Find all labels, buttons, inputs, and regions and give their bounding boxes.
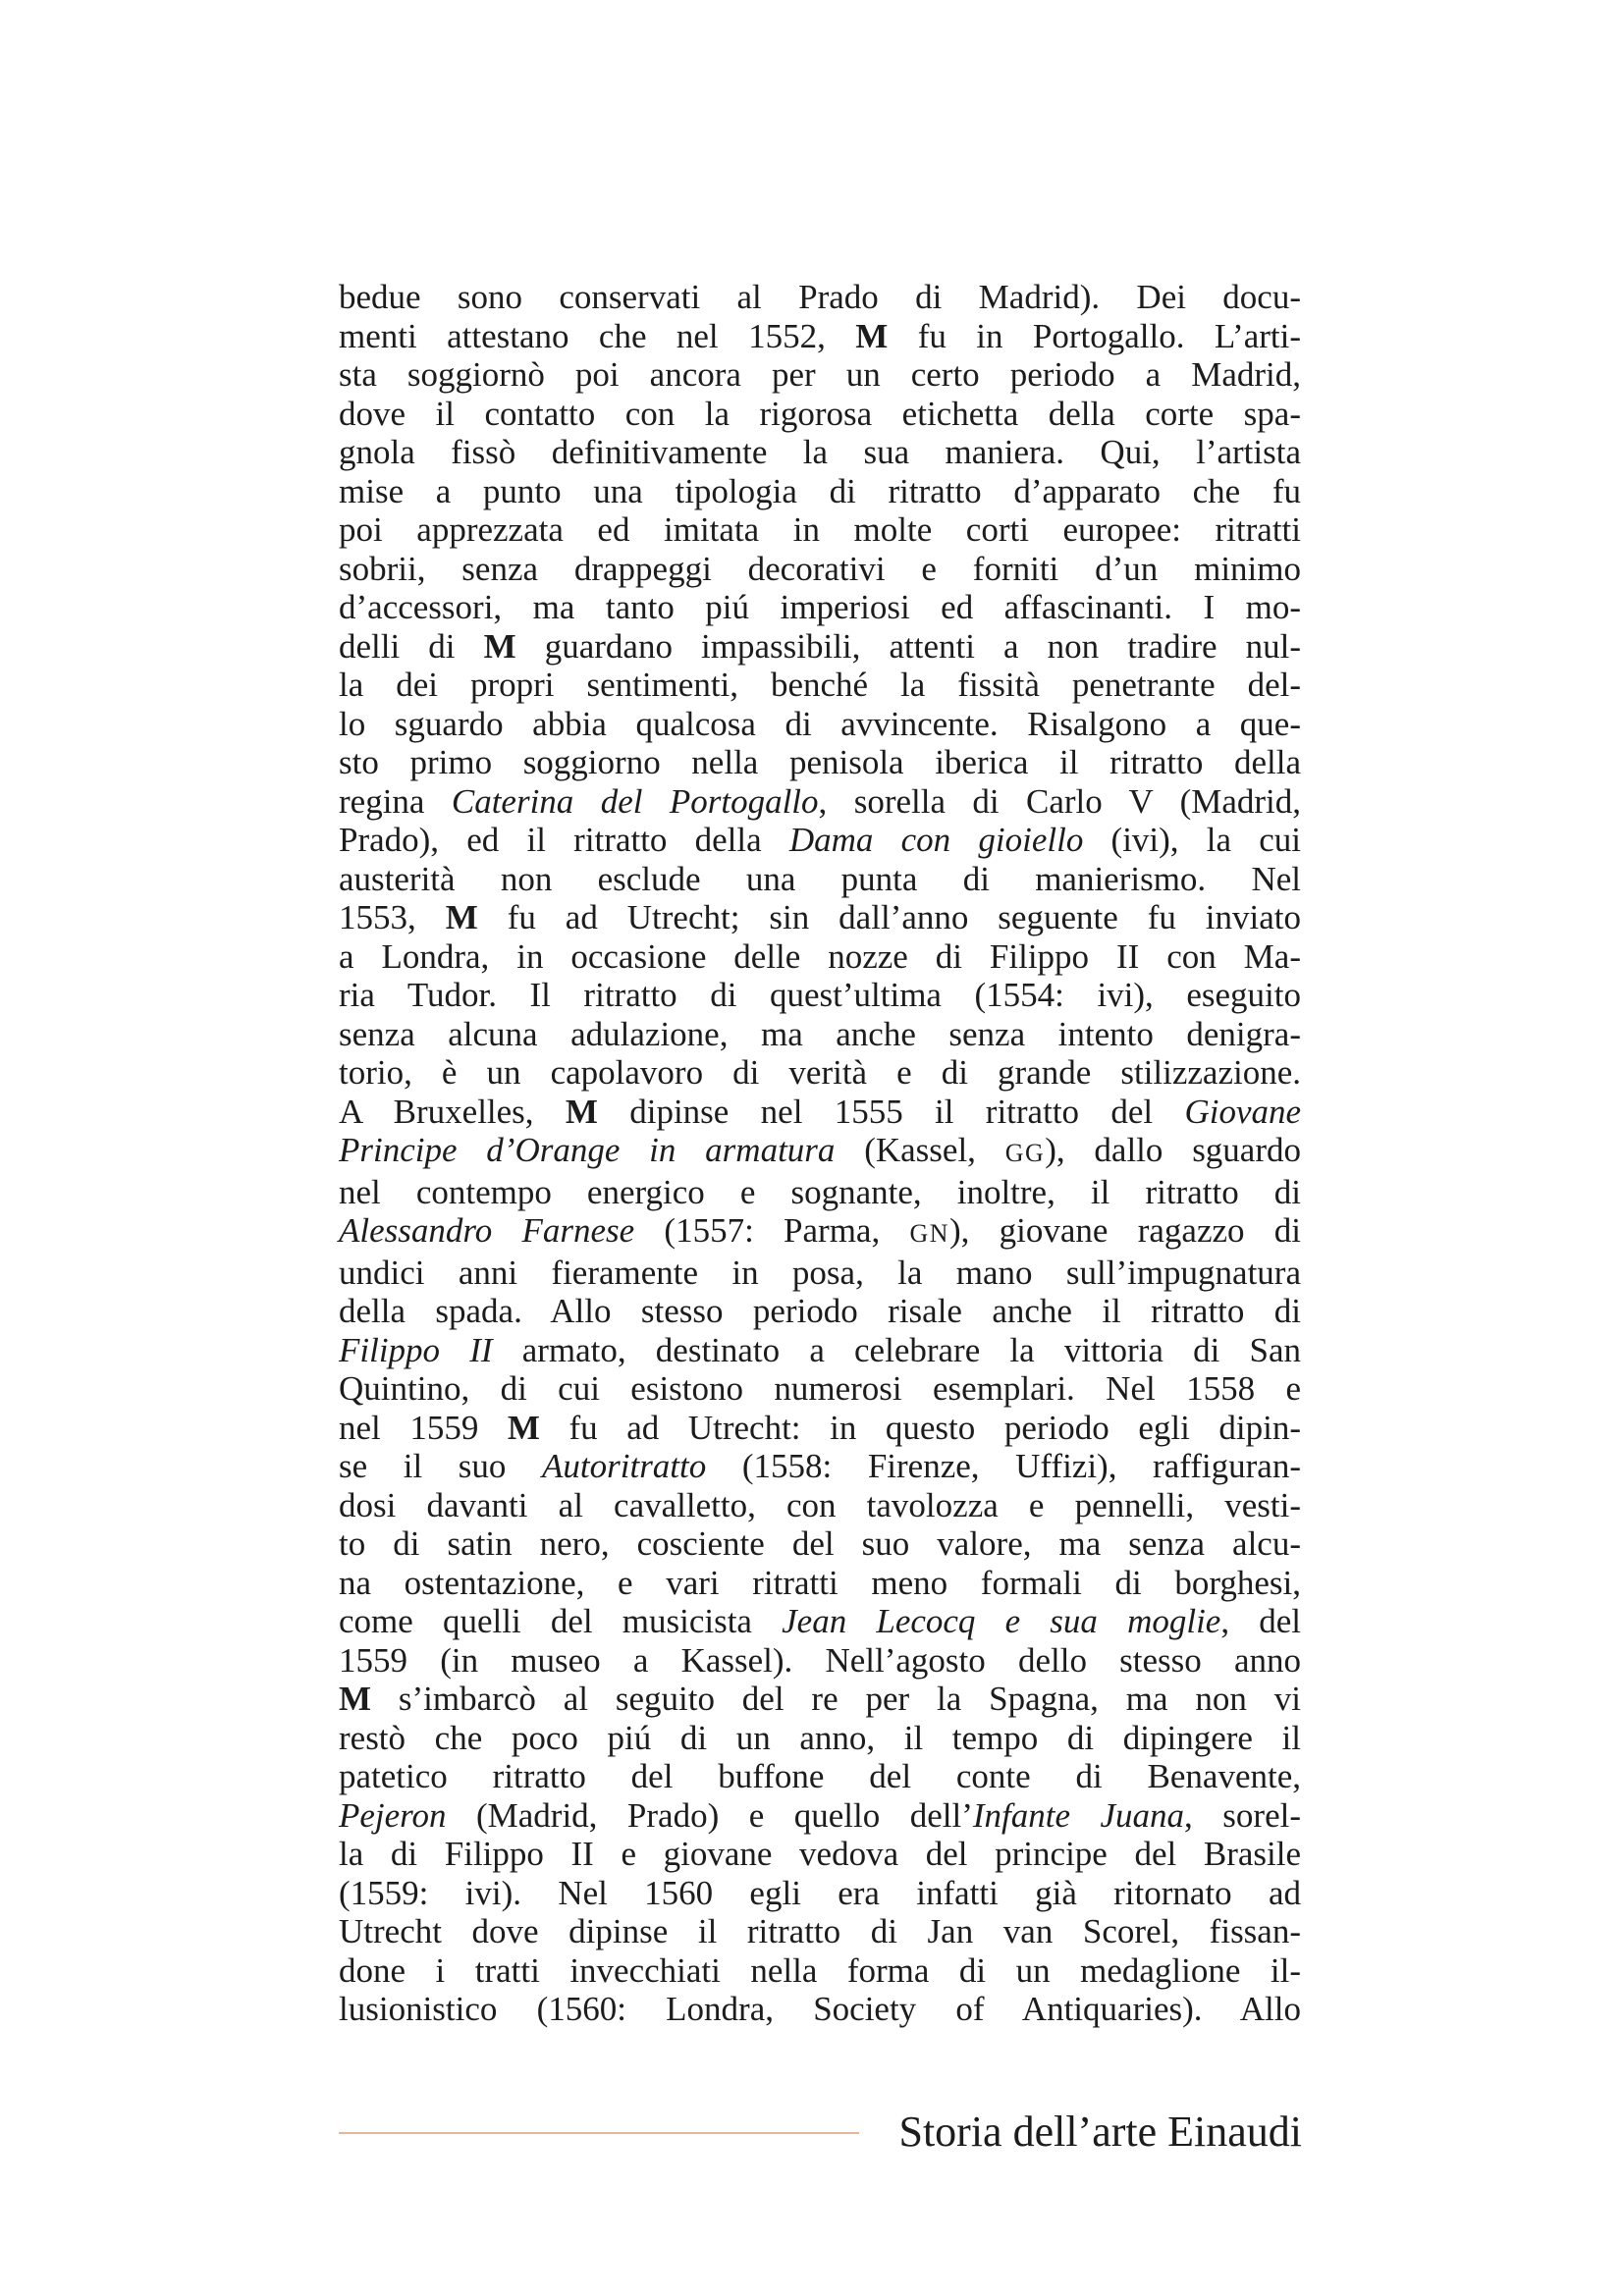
text-line [339, 1211, 1301, 1254]
text-segment: dipinse nel 1555 il ritratto del [597, 1092, 1185, 1131]
text-segment: armato, destinato a celebrare la vittoria di San [492, 1330, 1301, 1369]
text-segment: (ivi), la cui [1083, 821, 1301, 859]
text-line [339, 1254, 1301, 1293]
text-line [339, 1131, 1301, 1173]
italic-text: Autoritratto [542, 1447, 707, 1485]
text-segment: done i tratti invecchiati nella forma di un medaglione il- [339, 1950, 1301, 1990]
text-line [339, 1173, 1301, 1212]
text-line [339, 976, 1301, 1015]
text-segment: sta soggiornò poi ancora per un certo periodo a Madrid, [339, 355, 1301, 394]
text-segment: delli di [339, 626, 484, 666]
text-line [339, 472, 1301, 511]
text-segment: menti attestano che nel 1552, [339, 316, 856, 355]
text-segment: sobrii, senza drappeggi decorativi e forniti d’un minimo [339, 549, 1301, 588]
text-line [339, 1369, 1301, 1409]
text-segment: patetico ritratto del buffone del conte di Benavente, [339, 1757, 1301, 1795]
text-segment: 1559 (in museo a Kassel). Nell’agosto dello stesso anno [339, 1640, 1301, 1680]
text-line [339, 1053, 1301, 1093]
text-line [339, 1796, 1301, 1836]
text-line [339, 317, 1301, 356]
text-segment: guardano impassibili, attenti a non tradire nul- [515, 626, 1301, 666]
text-line [339, 510, 1301, 550]
italic-text: Dama con gioiello [788, 821, 1084, 859]
text-segment: ria Tudor. Il ritratto di quest’ultima (1554: ivi), eseguito [339, 976, 1301, 1014]
text-segment: la dei propri sentimenti, benché la fissità penetrante del- [339, 666, 1301, 704]
text-line [339, 1093, 1301, 1132]
text-segment: se il suo [339, 1447, 543, 1485]
text-line [339, 355, 1301, 395]
text-line [339, 1486, 1301, 1525]
text-line [339, 1564, 1301, 1603]
text-segment: na ostentazione, e vari ritratti meno formali di borghesi, [339, 1563, 1301, 1602]
bold-text: M [565, 1092, 598, 1131]
italic-text: Jean Lecocq e sua moglie [782, 1602, 1221, 1640]
smallcaps-text: GG [1004, 1139, 1046, 1167]
text-segment: torio, è un capolavoro di verità e di grande stilizzazione. [339, 1053, 1301, 1092]
text-segment: regina [339, 781, 452, 821]
text-line [339, 1835, 1301, 1874]
text-line [339, 550, 1301, 589]
italic-text: Pejeron [339, 1795, 447, 1835]
text-line [339, 1757, 1301, 1796]
text-line [339, 1447, 1301, 1486]
text-line [339, 860, 1301, 899]
text-line [339, 278, 1301, 317]
text-line [339, 743, 1301, 782]
text-segment: bedue sono conservati al Prado di Madrid). Dei docu- [339, 278, 1301, 316]
text-segment: sto primo soggiorno nella penisola iberica il ritratto della [339, 743, 1301, 781]
text-segment: d’accessori, ma tanto piú imperiosi ed affascinanti. I mo- [339, 588, 1301, 626]
text-segment: senza alcuna adulazione, ma anche senza intento denigra- [339, 1014, 1301, 1053]
text-segment: austerità non esclude una punta di manierismo. Nel [339, 859, 1301, 898]
text-segment: fu ad Utrecht; sin dall’anno seguente fu inviato [477, 898, 1301, 936]
text-segment: Prado), ed il ritratto della [339, 821, 789, 859]
text-line [339, 433, 1301, 472]
bold-text: M [339, 1680, 372, 1718]
text-line [339, 1990, 1301, 2029]
text-segment: dosi davanti al cavalletto, con tavolozza e pennelli, vesti- [339, 1485, 1301, 1524]
body-text [339, 278, 1301, 2029]
text-line [339, 1602, 1301, 1641]
text-line [339, 666, 1301, 705]
text-line [339, 1015, 1301, 1054]
text-segment: Utrecht dove dipinse il ritratto di Jan van Scorel, fissan- [339, 1912, 1301, 1950]
text-segment: poi apprezzata ed imitata in molte corti europee: ritratti [339, 510, 1301, 549]
text-segment: come quelli del musicista [339, 1602, 783, 1640]
bold-text: M [483, 626, 516, 666]
text-segment: to di satin nero, cosciente del suo valore, ma senza alcu- [339, 1524, 1301, 1563]
text-line [339, 1331, 1301, 1370]
italic-text: Filippo II [339, 1330, 493, 1369]
italic-text: Alessandro Farnese [339, 1211, 635, 1250]
text-segment: 1553, [339, 898, 446, 936]
text-segment: (1558: Firenze, Uffizi), raffiguran- [706, 1447, 1301, 1485]
bold-text: M [445, 898, 478, 936]
text-line [339, 821, 1301, 860]
text-segment: lusionistico (1560: Londra, Society of Antiquaries). Allo [339, 1990, 1301, 2028]
text-line [339, 1409, 1301, 1448]
text-segment: (Kassel, [835, 1131, 1005, 1169]
text-segment: della spada. Allo stesso periodo risale anche il ritratto di [339, 1292, 1301, 1330]
text-line [339, 705, 1301, 744]
text-line [339, 782, 1301, 822]
italic-text: Infante Juana [972, 1795, 1185, 1835]
bold-text: M [855, 316, 889, 355]
text-segment: (1559: ivi). Nel 1560 egli era infatti già ritornato ad [339, 1873, 1301, 1912]
text-segment: , sorella di Carlo V (Madrid, [818, 781, 1302, 821]
text-segment: s’imbarcò al seguito del re per la Spagna, ma non vi [371, 1680, 1301, 1718]
text-segment: la di Filippo II e giovane vedova del principe del Brasile [339, 1835, 1301, 1873]
text-segment: (1557: Parma, [634, 1211, 910, 1250]
text-segment: a Londra, in occasione delle nozze di Filippo II con Ma- [339, 936, 1301, 976]
footer-title: Storia dell’arte Einaudi [898, 2108, 1302, 2156]
italic-text: Caterina del Portogallo [451, 781, 819, 821]
text-segment: , del [1220, 1602, 1301, 1640]
text-segment: restò che poco piú di un anno, il tempo di dipingere il [339, 1718, 1301, 1757]
text-line [339, 588, 1301, 627]
text-segment: nel 1559 [339, 1408, 508, 1447]
text-segment: ), dallo sguardo [1045, 1131, 1302, 1169]
text-line [339, 1912, 1301, 1951]
footer-rule [339, 2132, 859, 2134]
text-segment: , sorel- [1184, 1795, 1301, 1835]
text-line [339, 1951, 1301, 1991]
text-line [339, 1874, 1301, 1913]
text-line [339, 1641, 1301, 1681]
text-segment: fu ad Utrecht: in questo periodo egli dipin- [539, 1408, 1301, 1447]
text-segment: gnola fissò definitivamente la sua maniera. Qui, l’artista [339, 433, 1301, 471]
italic-text: Giovane [1184, 1092, 1302, 1131]
text-line [339, 1719, 1301, 1758]
text-line [339, 1524, 1301, 1564]
italic-text: Principe d’Orange in armatura [339, 1131, 836, 1169]
text-segment: A Bruxelles, [339, 1092, 566, 1131]
text-line [339, 898, 1301, 937]
text-line [339, 937, 1301, 977]
bold-text: M [507, 1408, 540, 1447]
text-segment: (Madrid, Prado) e quello dell’ [446, 1795, 973, 1835]
text-segment: nel contempo energico e sognante, inoltre, il ritratto di [339, 1172, 1301, 1211]
text-line [339, 1292, 1301, 1331]
text-segment: lo sguardo abbia qualcosa di avvincente. Risalgono a que- [339, 704, 1301, 743]
text-segment: Quintino, di cui esistono numerosi esemplari. Nel 1558 e [339, 1369, 1301, 1408]
text-line [339, 627, 1301, 667]
text-segment: dove il contatto con la rigorosa etichetta della corte spa- [339, 394, 1301, 433]
text-segment: undici anni fieramente in posa, la mano sull’impugnatura [339, 1253, 1301, 1292]
text-segment: mise a punto una tipologia di ritratto d’apparato che fu [339, 471, 1301, 510]
text-segment: ), giovane ragazzo di [949, 1211, 1301, 1250]
smallcaps-text: GN [909, 1219, 949, 1248]
text-line [339, 1680, 1301, 1719]
text-line [339, 395, 1301, 434]
text-segment: fu in Portogallo. L’arti- [888, 316, 1301, 355]
